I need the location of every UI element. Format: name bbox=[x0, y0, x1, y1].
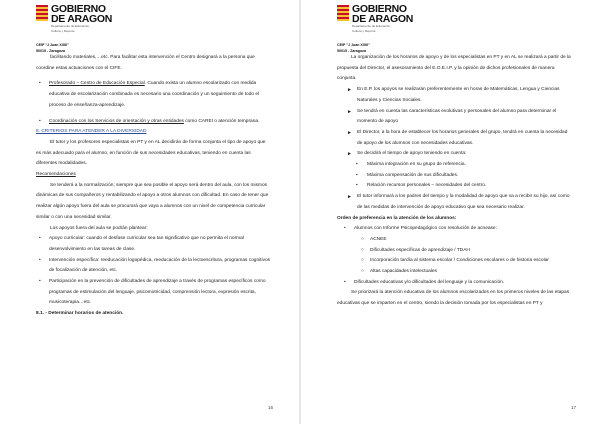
list-item-text: Incorporación tardía al sistema escolar / Condiciones escolares o de historia escolar bbox=[370, 258, 549, 264]
bullet-dot: • bbox=[39, 81, 41, 87]
circle-bullet: ○ bbox=[361, 258, 364, 264]
bullet-dot: • bbox=[344, 226, 346, 232]
list-item bbox=[36, 256, 271, 277]
list-item-text: ACNEE bbox=[370, 236, 387, 242]
logo-subtitle-2: Cultura y Deporte bbox=[352, 28, 376, 33]
list-item-text: Dificultades específicas de aprendizaje / TDAH bbox=[370, 247, 470, 253]
list-item bbox=[36, 234, 271, 255]
list-item bbox=[36, 117, 271, 128]
bullet-dot: • bbox=[344, 279, 346, 285]
circle-bullet: ○ bbox=[361, 247, 364, 253]
circle-bullet: ○ bbox=[361, 269, 364, 275]
paragraph: Se priorizará la atención educativa de los alumnos escolarizados en los primeros niveles de las etapas educativas que se imparten en el centro, siendo la decisión tomada por los especialistas en PT y bbox=[337, 290, 570, 307]
page-number: 17 bbox=[570, 405, 576, 410]
list-item-text: Alumnos con Informe Psicopedagógico con resolución de acnease: bbox=[354, 226, 497, 232]
list-item-heading: Coordinación con los Servicios de orientación y otras entidades bbox=[49, 118, 184, 124]
list-item bbox=[36, 277, 271, 309]
list-item bbox=[337, 107, 572, 128]
logo-subtitle-2: Cultura y Deporte bbox=[51, 28, 75, 33]
list-item-text: como CAREI o atención temprana. bbox=[183, 118, 260, 124]
square-bullet: ▪ bbox=[356, 183, 358, 189]
list-item bbox=[337, 171, 572, 182]
arrow-right-icon: ► bbox=[347, 129, 352, 136]
arrow-right-icon: ► bbox=[347, 108, 352, 115]
list-item-text: Intervención específica: reeducación logopédica, reeducación de la lectoescritura, programas cognitivos de focalización de atención, etc. bbox=[49, 257, 271, 274]
list-item-text: Máxima integración en su grupo de referencia. bbox=[367, 162, 466, 168]
subheading: Recomendaciones bbox=[36, 172, 76, 178]
page-content bbox=[36, 53, 271, 320]
paragraph: Se tenderá a la normalización; siempre que sea posible el apoyo será dentro del aula, con los mismos dinámicas de sus compañeros y rentabilizando el apoyo a otros alumnos con dificultad. En caso de tener que realizar algún apoyo fuera del aula se procurará que vaya a alumnos con un nivel de competencia curricular similar o con una necesidad similar. bbox=[36, 182, 269, 220]
arrow-right-icon: ► bbox=[347, 87, 352, 94]
section-heading[interactable]: 8. CRITERIOS PARA ATENDER A LA DIVERSIDAD bbox=[36, 129, 147, 135]
list-item bbox=[337, 246, 572, 257]
gobierno-aragon-logo bbox=[36, 5, 112, 33]
list-item-text: Dificultades educativas y/o dificultades del lenguaje y la comunicación. bbox=[354, 279, 505, 285]
bullet-dot: • bbox=[39, 279, 41, 285]
list-item bbox=[337, 160, 572, 171]
list-item-text: Relación recursos personales – necesidades del centro. bbox=[367, 183, 487, 189]
logo-subtitle-1: Departamento de Educación, bbox=[51, 24, 90, 28]
aragon-flag-icon bbox=[36, 5, 48, 21]
circle-bullet: ○ bbox=[361, 236, 364, 242]
list-item-text: Se tendrá en cuenta las características evolutivas y personales del alumno para determinar el momento de apoyo bbox=[357, 108, 557, 125]
list-item-text: Apoyo curricular: cuando el desfase curricular sea tan significativo que no permita el normal desenvolvimiento en las tareas de clase. bbox=[49, 236, 244, 252]
bullet-dot: • bbox=[39, 118, 41, 124]
bullet-dot: • bbox=[39, 236, 41, 242]
school-city: 50015 - Zaragoza bbox=[337, 48, 366, 53]
list-item-text: El tutor informará a los padres del tiempo y la modalidad de apoyo que va a recibir su hijo, así como de las medidas de intervención de apoyo educativo que sea necesario realizar. bbox=[357, 194, 570, 210]
arrow-right-icon: ► bbox=[347, 151, 352, 158]
square-bullet: ▪ bbox=[356, 162, 358, 168]
list-item-text: Máxima compensación de sus dificultades. bbox=[367, 172, 459, 178]
list-item-text: El Director, a la hora de establecer los horarios generales del grupo, tendrá en cuenta la necesidad de apoyo de los alumnos con necesidades educativas. bbox=[357, 129, 568, 146]
arrow-right-icon: ► bbox=[347, 194, 352, 201]
subheading: Orden de preferencia en la atención de los alumnos: bbox=[337, 215, 457, 221]
list-item bbox=[337, 278, 572, 289]
logo-title-line1: GOBIERNO bbox=[352, 3, 407, 15]
aragon-flag-icon bbox=[337, 5, 349, 21]
list-item-text: En E.P. los apoyos se realizarán preferentemente en horas de Matemáticas, Lengua y Ciencias Naturales y Ciencias Sociales. bbox=[357, 87, 560, 103]
list-item bbox=[337, 224, 572, 235]
subsection-heading: 8.1. - Determinar horarios de atención. bbox=[36, 311, 124, 317]
gobierno-aragon-logo bbox=[337, 5, 413, 33]
list-item bbox=[337, 267, 572, 278]
list-item bbox=[36, 79, 271, 111]
school-city: 50015 - Zaragoza bbox=[36, 48, 65, 53]
paragraph: facilitando materiales,…etc. Para facilitar esta intervención el Centro designará a la persona que coordine estas actuaciones con el CIFE. bbox=[36, 55, 255, 71]
square-bullet: ▪ bbox=[356, 172, 358, 178]
logo-title-line1: GOBIERNO bbox=[51, 3, 106, 15]
list-item-text: . Cuando exista un alumno escolarizado con medida educativa de escolarización combinada es necesario una coordinación y un seguimiento de todo el proceso de enseñanza-aprendizaje. bbox=[49, 81, 260, 108]
list-item-text: Participación en la prevención de dificultades de aprendizaje a través de programas específicos como programas de estimulación del lenguaje, psicomotricidad, comprensión lectora, expresión escrita, musicoterapia…etc. bbox=[49, 279, 266, 306]
list-item bbox=[337, 149, 572, 160]
list-item-text: Altas capacidades intelectuales bbox=[370, 269, 437, 275]
list-item bbox=[337, 181, 572, 192]
list-item-text: Se decidirá el tiempo de apoyo teniendo en cuenta: bbox=[357, 151, 467, 157]
logo-title-line2: DE ARAGON bbox=[51, 12, 113, 25]
document-page-17 bbox=[301, 0, 600, 424]
page-content bbox=[337, 53, 572, 310]
paragraph: La organización de los horarios de apoyo y de los especialistas en PT y en AL se realizará a partir de la propuesta del Director, el asesoramiento del E.O.E.I.P. y la opinión de dichos profesionales de manera conjunta. bbox=[337, 55, 571, 82]
paragraph: El tutor y los profesores especialistas en PT y en AL decidirán de forma conjunta el tipo de apoyo que es más adecuado para el alumno, en función de sus necesidades educativas, teniendo en cuenta las diferentes modalidades. bbox=[36, 139, 266, 167]
school-name: CEIP "J Juan XXIII" bbox=[36, 43, 69, 47]
list-item bbox=[337, 128, 572, 149]
list-item-heading: Profesorado – Centro de Educación Especial bbox=[49, 81, 145, 87]
list-item bbox=[337, 235, 572, 246]
logo-subtitle-1: Departamento de Educación, bbox=[352, 24, 391, 28]
document-page-16 bbox=[0, 0, 299, 424]
page-number: 16 bbox=[267, 405, 273, 410]
list-item bbox=[337, 256, 572, 267]
logo-title-line2: DE ARAGON bbox=[352, 12, 414, 25]
list-item bbox=[337, 192, 572, 213]
list-item bbox=[337, 85, 572, 106]
paragraph: Los apoyos fuera del aula se podrán plantear: bbox=[50, 225, 148, 231]
bullet-dot: • bbox=[39, 257, 41, 263]
school-name: CEIP "J Juan XXIII" bbox=[337, 43, 370, 47]
